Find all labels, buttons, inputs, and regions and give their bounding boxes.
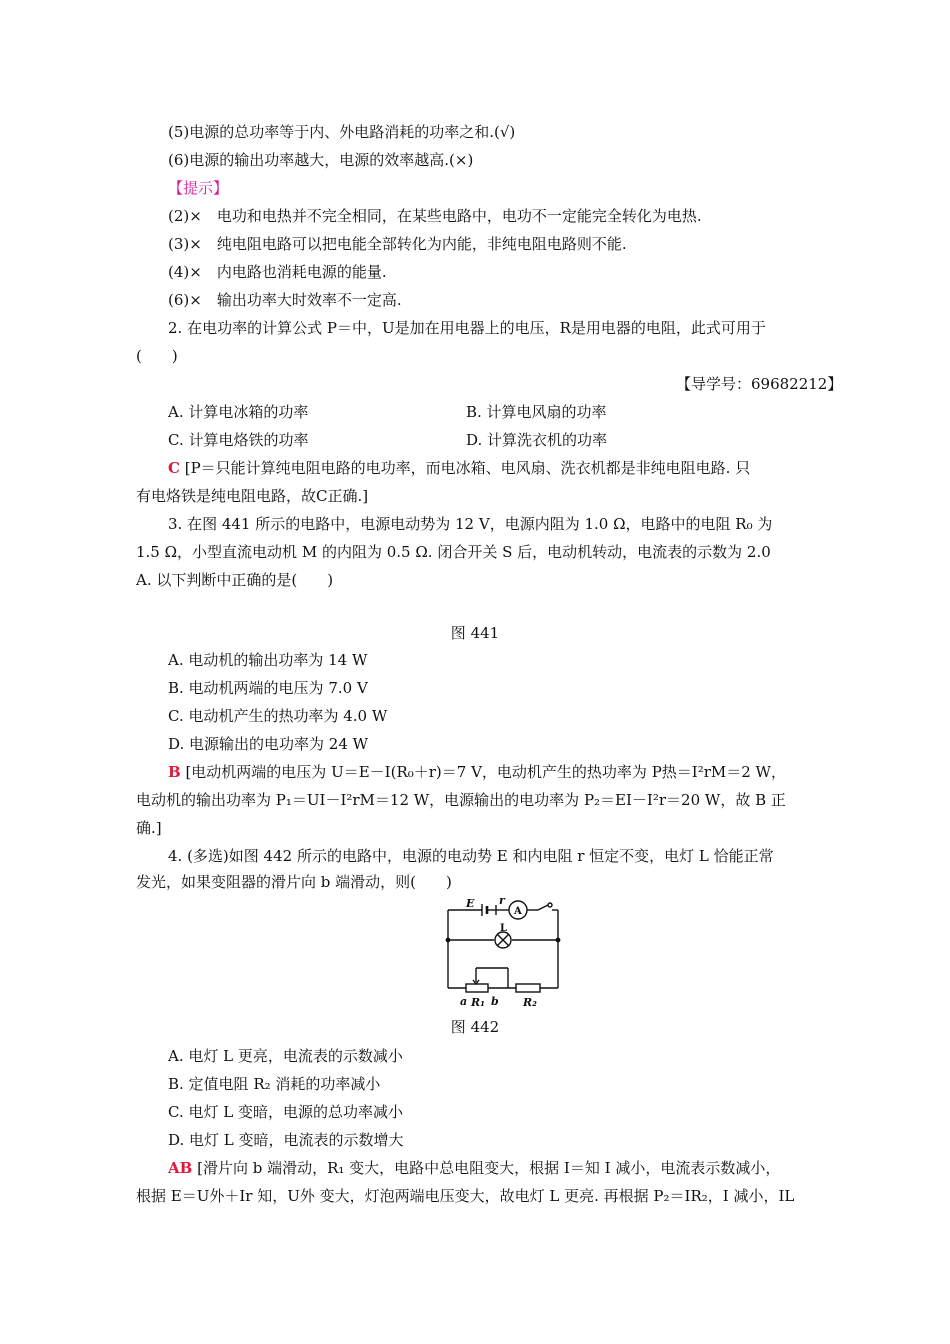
q4-explanation	[168, 1158, 780, 1178]
hint-line: (6)× 输出功率大时效率不一定高.	[168, 291, 402, 309]
circuit-label-r: r	[499, 896, 505, 907]
q3-stem-cont: 1.5 Ω，小型直流电动机 M 的内阻为 0.5 Ω. 闭合开关 S 后，电动机转动，电流表的示数为 2.0	[136, 543, 771, 561]
q3-explanation-end: 确.]	[136, 819, 162, 837]
q2-explanation-cont: 有电烙铁是纯电阻电路，故C正确.]	[136, 487, 369, 505]
circuit-label-a: a	[460, 995, 468, 1008]
lamp-label: L	[500, 923, 508, 934]
hint-line: (4)× 内电路也消耗电源的能量.	[168, 263, 387, 281]
circuit-label-r1: R₁	[471, 996, 485, 1009]
q4-stem: 4. (多选)如图 442 所示的电路中，电源的电动势 E 和内电阻 r 恒定不变，电灯 L 恰能正常	[168, 847, 774, 865]
hint-line: (3)× 纯电阻电路可以把电能全部转化为内能，非纯电阻电路则不能.	[168, 235, 627, 253]
q3-explanation-cont: 电动机的输出功率为 P₁＝UI－I²rM＝12 W，电源输出的电功率为 P₂＝EI－I²r＝20 W，故 B 正	[136, 791, 786, 809]
q3-figure-caption: 图 441	[450, 624, 500, 642]
q2-stem-paren: ( )	[136, 347, 178, 365]
q2-stem: 2. 在电功率的计算公式 P＝中，U是加在用电器上的电压，R是用电器的电阻，此式可用于	[168, 319, 766, 337]
q4-explanation-cont: 根据 E＝U外＋Ir 知，U外 变大，灯泡两端电压变大，故电灯 L 更亮. 再根据 P₂＝IR₂，I 减小，IL	[136, 1187, 795, 1205]
q4-answer: AB	[168, 1159, 193, 1177]
q2-option-c: C. 计算电烙铁的功率	[168, 431, 309, 449]
q2-answer: C	[168, 459, 180, 477]
q3-option-b: B. 电动机两端的电压为 7.0 V	[168, 679, 368, 697]
q4-figure-caption: 图 442	[450, 1018, 500, 1036]
q2-option-d: D. 计算洗衣机的功率	[466, 431, 608, 449]
judge-item-6: (6)电源的输出功率越大，电源的效率越高.(×)	[168, 151, 474, 169]
q4-explanation-text: [滑片向 b 端滑动，R₁ 变大，电路中总电阻变大，根据 I＝知 I 减小，电流表示数减小，	[192, 1159, 781, 1177]
q4-option-a: A. 电灯 L 更亮，电流表的示数减小	[168, 1047, 403, 1065]
q2-option-b: B. 计算电风扇的功率	[466, 403, 607, 421]
circuit-label-r2: R₂	[523, 996, 537, 1009]
q2-explanation	[168, 458, 750, 478]
judge-item-5: (5)电源的总功率等于内、外电路消耗的功率之和.(√)	[168, 123, 516, 141]
q3-option-c: C. 电动机产生的热功率为 4.0 W	[168, 707, 388, 725]
q2-option-a: A. 计算电冰箱的功率	[168, 403, 309, 421]
q4-stem-cont: 发光，如果变阻器的滑片向 b 端滑动，则( )	[136, 873, 452, 891]
q3-option-a: A. 电动机的输出功率为 14 W	[168, 651, 368, 669]
q2-guide-number: 【导学号：69682212】	[676, 375, 843, 393]
circuit-label-e: E	[466, 897, 475, 910]
q3-explanation-text: [电动机两端的电压为 U＝E－I(R₀＋r)＝7 V，电动机产生的热功率为 P热＝I²rM＝2 W，	[180, 763, 786, 781]
q3-option-d: D. 电源输出的电功率为 24 W	[168, 735, 369, 753]
ammeter-label: A	[514, 906, 522, 917]
q4-option-c: C. 电灯 L 变暗，电源的总功率减小	[168, 1103, 403, 1121]
circuit-diagram-442	[430, 896, 570, 1012]
hint-line: (2)× 电功和电热并不完全相同，在某些电路中，电功不一定能完全转化为电热.	[168, 207, 702, 225]
q4-option-d: D. 电灯 L 变暗，电流表的示数增大	[168, 1131, 404, 1149]
q3-explanation	[168, 762, 786, 782]
q3-answer: B	[168, 763, 181, 781]
q4-option-b: B. 定值电阻 R₂ 消耗的功率减小	[168, 1075, 381, 1093]
q3-stem-end: A. 以下判断中正确的是( )	[136, 571, 334, 589]
circuit-label-b: b	[491, 995, 499, 1008]
hint-label: 【提示】	[168, 179, 229, 197]
q2-explanation-text: [P＝只能计算纯电阻电路的电功率，而电冰箱、电风扇、洗衣机都是非纯电阻电路. 只	[179, 459, 751, 477]
q3-stem: 3. 在图 441 所示的电路中，电源电动势为 12 V，电源内阻为 1.0 Ω，电路中的电阻 R₀ 为	[168, 515, 773, 533]
